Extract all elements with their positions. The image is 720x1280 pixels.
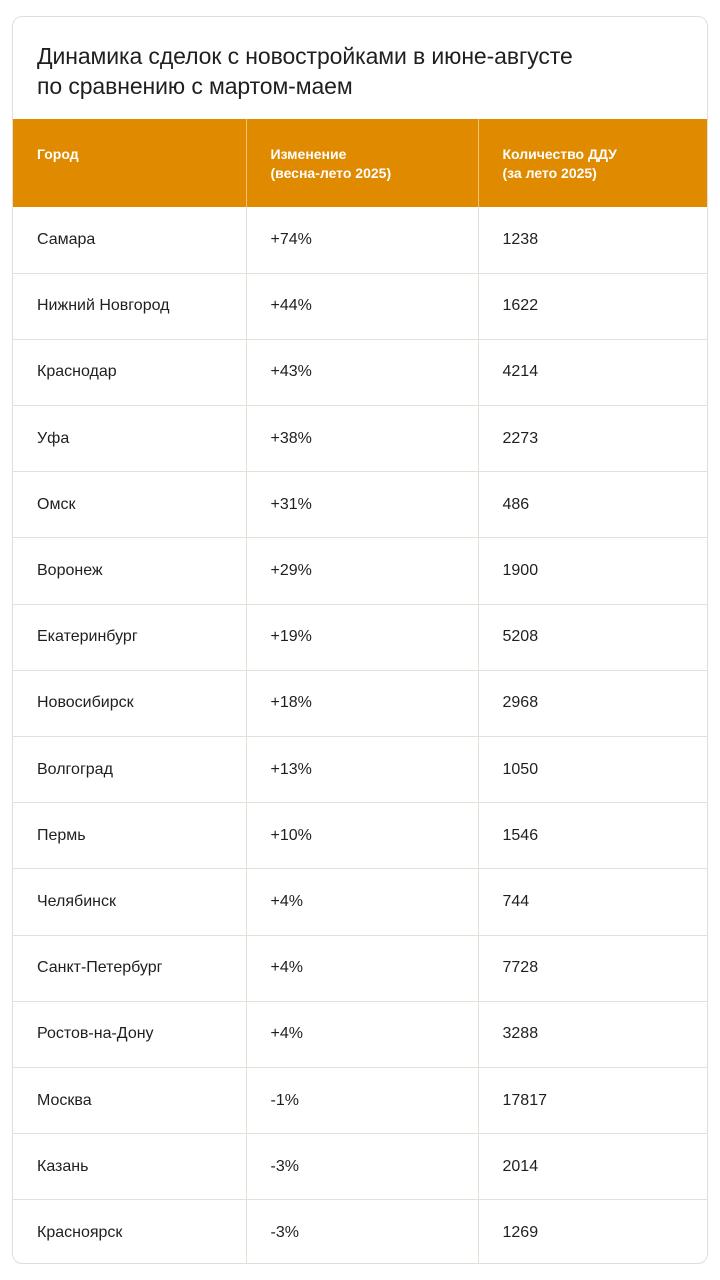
cell-change: +29% <box>246 538 478 604</box>
table-row <box>13 869 708 935</box>
cell-count: 2014 <box>478 1134 708 1200</box>
cell-count: 4214 <box>478 339 708 405</box>
cell-count: 1050 <box>478 737 708 803</box>
cell-change: -3% <box>246 1134 478 1200</box>
data-table <box>13 119 708 1264</box>
cell-change: +10% <box>246 803 478 869</box>
cell-change: +31% <box>246 472 478 538</box>
cell-city: Краснодар <box>13 339 246 405</box>
cell-change: +74% <box>246 207 478 273</box>
table-row <box>13 670 708 736</box>
cell-change: +19% <box>246 604 478 670</box>
header-city: Город <box>13 119 246 207</box>
cell-city: Омск <box>13 472 246 538</box>
cell-city: Волгоград <box>13 737 246 803</box>
cell-count: 744 <box>478 869 708 935</box>
cell-count: 5208 <box>478 604 708 670</box>
cell-count: 486 <box>478 472 708 538</box>
cell-city: Москва <box>13 1067 246 1133</box>
cell-count: 3288 <box>478 1001 708 1067</box>
cell-change: -1% <box>246 1067 478 1133</box>
cell-count: 17817 <box>478 1067 708 1133</box>
cell-city: Воронеж <box>13 538 246 604</box>
table-row <box>13 1001 708 1067</box>
cell-city: Пермь <box>13 803 246 869</box>
cell-city: Ростов-на-Дону <box>13 1001 246 1067</box>
cell-count: 1546 <box>478 803 708 869</box>
table-row <box>13 737 708 803</box>
cell-city: Уфа <box>13 406 246 472</box>
cell-city: Казань <box>13 1134 246 1200</box>
cell-change: +43% <box>246 339 478 405</box>
cell-city: Самара <box>37 230 96 248</box>
table-row <box>13 207 708 273</box>
table-row <box>13 472 708 538</box>
cell-city: Челябинск <box>13 869 246 935</box>
table-row <box>13 1200 708 1264</box>
cell-count: 2968 <box>478 670 708 736</box>
cell-count: 2273 <box>478 406 708 472</box>
cell-count: 1622 <box>478 273 708 339</box>
table-body <box>13 207 708 1264</box>
cell-change: +4% <box>246 1001 478 1067</box>
cell-city: Красноярск <box>13 1200 246 1264</box>
table-row <box>13 406 708 472</box>
cell-count: 7728 <box>478 935 708 1001</box>
table-row <box>13 339 708 405</box>
header-row <box>13 119 708 207</box>
page-title: Динамика сделок с новостройками в июне-августе по сравнению с мартом-маем <box>37 43 573 99</box>
header-change: Изменение (весна-лето 2025) <box>246 119 478 207</box>
cell-count: 1269 <box>478 1200 708 1264</box>
table-card <box>12 16 708 1264</box>
cell-change: +38% <box>246 406 478 472</box>
header-count: Количество ДДУ (за лето 2025) <box>478 119 708 207</box>
cell-change: +18% <box>246 670 478 736</box>
table-header <box>13 119 708 207</box>
table-row <box>13 1067 708 1133</box>
cell-city: Санкт-Петербург <box>13 935 246 1001</box>
table-row <box>13 1134 708 1200</box>
cell-city: Екатеринбург <box>13 604 246 670</box>
cell-city: Новосибирск <box>13 670 246 736</box>
cell-change: +13% <box>246 737 478 803</box>
cell-change: +4% <box>246 935 478 1001</box>
table-row <box>13 803 708 869</box>
cell-count: 1900 <box>478 538 708 604</box>
cell-change: -3% <box>246 1200 478 1264</box>
table-row <box>13 604 708 670</box>
table-row <box>13 273 708 339</box>
cell-city: Нижний Новгород <box>13 273 246 339</box>
table-row <box>13 935 708 1001</box>
table-row <box>13 538 708 604</box>
cell-change: +44% <box>246 273 478 339</box>
cell-count: 1238 <box>478 207 708 273</box>
cell-change: +4% <box>246 869 478 935</box>
